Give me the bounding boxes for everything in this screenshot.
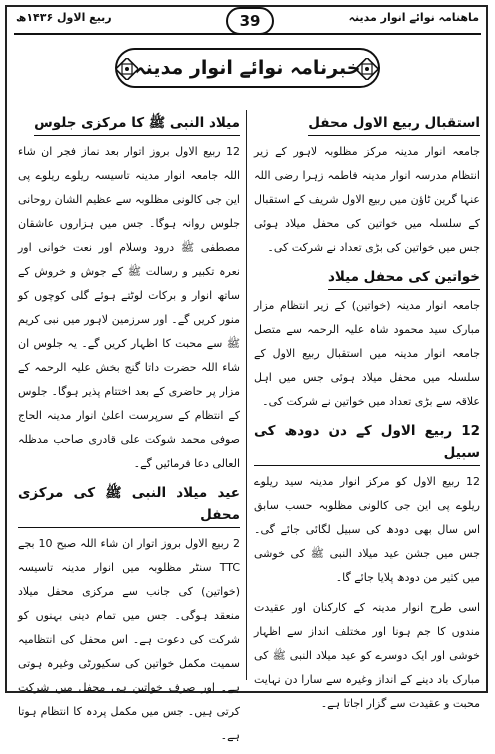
section-doodh-sabeel <box>254 420 480 716</box>
section-heading: 12 ربیع الاول کے دن دودھ کی سبیل <box>254 420 480 466</box>
magazine-name: ماھنامہ نوائے انوار مدینہ <box>348 11 479 24</box>
section-paragraph: اسی طرح انوار مدینہ کے کارکنان اور عقیدت مندوں کا جم ہونا اور مختلف انداز سے اظہار خوشی اور ایک دوسرے کو عید میلاد النبی ﷺ کی مبارک باد دینے کے انداز وغیرہ سے سارا دن نہایت محبت و عقیدت سے گزار اجاتا ہے۔ <box>254 601 480 710</box>
section-khawateen-mehfil <box>254 266 480 414</box>
ornament-left-icon <box>116 58 138 80</box>
header-rule <box>14 33 481 35</box>
section-istiqbal <box>254 112 480 260</box>
page-number: 39 <box>239 12 261 30</box>
issue-date: ربیع الاول ۱۴۳۶ھ <box>16 11 112 24</box>
section-heading: میلاد النبی ﷺ کا مرکزی جلوس <box>18 112 240 136</box>
section-paragraph: جامعہ انوار مدینہ مرکز مظلوبہ لاہور کے زیر انتظام مدرسہ انوار مدینہ فاطمہ زہرا رضی اللہ عنہا گرین ٹاؤن میں ربیع الاول شریف کے استقبال کے سلسلہ میں خواتین کی محفل میلاد ہوئی جس میں خواتین کی بڑی تعداد نے شرکت کی۔ <box>254 145 480 254</box>
column-divider <box>246 110 247 680</box>
section-paragraph: جامعہ انوار مدینہ (خواتین) کے زیر انتظام مزار مبارک سید محمود شاہ علیہ الرحمہ سے متصل جامعہ انوار مدینہ میں استقبال ربیع الاول کے سلسلہ میں محفل میلاد ہوئی جس میں اہل علاقہ سے بڑی تعداد میں خواتین نے شرکت کی۔ <box>254 299 480 408</box>
section-heading: عید میلاد النبی ﷺ کی مرکزی محفل <box>18 482 240 528</box>
section-paragraph: 12 ربیع الاول کو مرکز انوار مدینہ سید ریلوے ریلوے پی این جی کالونی مظلوبہ حسب سابق اس سال بھی دودھ کی سبیل لگائی جائے گی۔ جس میں جشن عید میلاد النبی ﷺ کی خوشی میں کثیر من دودھ پلایا جائے گا۔ <box>254 475 480 584</box>
section-markazi-mehfil <box>18 482 240 748</box>
page-title: خبرنامہ نوائے انوار مدینہ <box>134 57 361 79</box>
left-column <box>18 112 240 754</box>
ornament-right-icon <box>356 58 378 80</box>
section-paragraph: 2 ربیع الاول بروز اتوار ان شاء اللہ صبح 10 بجے TTC سنٹر مظلوبہ میں انوار مدینہ تاسیسہ (خواتین) کی جانب سے مرکزی محفل میلاد منعقد ہوگی۔ جس میں تمام دینی بہنوں کو شرکت کی دعوت ہے۔ اس محفل کی انتظامیہ سمیت مکمل خواتین کی سکیورٹی وغیرہ ہوتی ہے۔ اور صرف خواتین ہی محفل میں شرکت کرتی ہیں۔ جس میں مکمل پردہ کا انتظام ہوتا ہے۔ <box>18 537 240 742</box>
title-banner <box>115 48 380 88</box>
section-paragraph: 12 ربیع الاول بروز اتوار بعد نماز فجر ان شاء اللہ جامعہ انوار مدینہ تاسیسہ ریلوے ریلوے پی این جی کالونی مظلوبہ سے عظیم الشان روحانی جلوس روانہ ہوگا۔ جس میں ہزاروں عاشقان مصطفی ﷺ درود وسلام اور نعت خوانی اور نعرہ تکبیر و رسالت ﷺ کے جوش و خروش کے ساتھ انوار و برکات لوٹتے ہوئے گلی کوچوں کو منور کریں گے۔ اور سرزمین لاہور میں نبی کریم ﷺ سے محبت کا اظہار کریں گے۔ یہ جلوس ان شاء اللہ حضرت داتا گنج بخش علیہ الرحمہ کے مزار پر حاضری کے بعد اختتام پذیر ہوگا۔ جلوس کے انتظام کے سرپرست اعلیٰ انوار مدینہ الحاج صوفی محمد شوکت علی قادری صاحب مدظلہ العالی دعا فرمائیں گے۔ <box>18 145 240 470</box>
right-column <box>254 112 480 722</box>
section-heading: استقبال ربیع الاول محفل <box>254 112 480 136</box>
section-markazi-jaloos <box>18 112 240 476</box>
section-heading: خواتین کی محفل میلاد <box>254 266 480 290</box>
page-number-badge <box>226 7 274 35</box>
